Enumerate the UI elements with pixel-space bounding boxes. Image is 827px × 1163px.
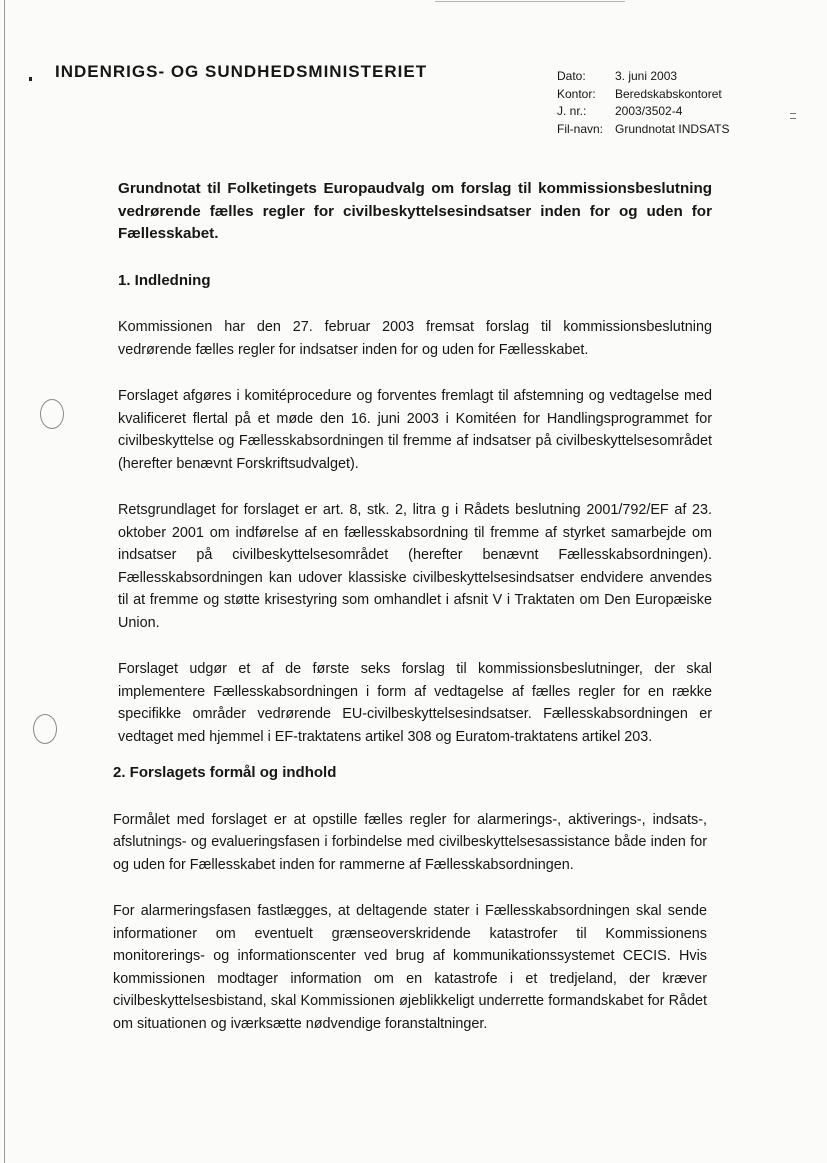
paragraph: For alarmeringsfasen fastlægges, at deltagende stater i Fællesskabsordningen skal sende informationer om eventuelt grænseoverskridende katastrofer til Kommissionens monitorerings- og informationscenter ved brug af kommunikationssystemet CECIS. Hvis kommissionen modtager information om en katastrofe i et tredjeland, der kræver civilbeskyttelsesbistand, skal Kommissionen øjeblikkeligt underrette formandskabet for Rådet om situationen og iværksætte nødvendige foranstaltninger. (113, 903, 707, 1032)
document-body-section2 (113, 762, 707, 1059)
meta-value: Beredskabskontoret (615, 86, 722, 101)
meta-row-office (557, 86, 730, 104)
punch-hole (40, 399, 64, 429)
document-title: Grundnotat til Folketingets Europaudvalg om forslag til kommissionsbeslutning vedrørende fælles regler for civilbeskyttelsesindsatser inden for og uden for Fællesskabet. (118, 180, 712, 242)
meta-row-date (557, 68, 730, 86)
punch-hole (33, 714, 57, 744)
scan-dot (29, 77, 32, 81)
meta-label: J. nr.: (557, 104, 587, 118)
meta-label: Fil-navn: (557, 121, 604, 136)
paragraph: Forslaget afgøres i komitéprocedure og forventes fremlagt til afstemning og vedtagelse med kvalificeret flertal på et møde den 16. juni 2003 i Komitéen for Handlingsprogrammet for civilbeskyttelse og Fællesskabsordningen til fremme af indsatser på civilbeskyttelsesområdet (herefter benævnt Forskriftsudvalget). (118, 388, 712, 472)
scan-edge (4, 0, 5, 1163)
section-heading: 1. Indledning (118, 271, 211, 289)
meta-label: Dato: (557, 69, 586, 83)
meta-value: Grundnotat INDSATS (615, 121, 730, 136)
paragraph: Formålet med forslaget er at opstille fælles regler for alarmerings-, aktiverings-, indsats-, afslutnings- og evalueringsfasen i forbindelse med civilbeskyttelsesassistance både inden for og uden for Fællesskabet inden for rammerne af Fællesskabsordningen. (113, 811, 707, 873)
margin-mark (790, 113, 796, 119)
section-heading: 2. Forslagets formål og indhold (113, 764, 337, 781)
meta-row-journal (557, 103, 730, 121)
meta-row-filename (557, 121, 730, 139)
paragraph: Retsgrundlaget for forslaget er art. 8, stk. 2, litra g i Rådets beslutning 2001/792/EF af 23. oktober 2001 om indførelse af en fællesskabsordning til fremme af styrket samarbejde om indsatser på civilbeskyttelsesområdet (herefter benævnt Fællesskabsordningen). Fællesskabsordningen kan udover klassiske civilbeskyttelsesindsatser endvidere anvendes til at fremme og støtte krisestyring som omhandlet i afsnit V i Traktaten om Den Europæiske Union. (118, 502, 712, 631)
meta-value: 3. juni 2003 (615, 69, 678, 83)
meta-label: Kontor: (557, 86, 596, 101)
document-body (118, 178, 712, 772)
paragraph: Kommissionen har den 27. februar 2003 fremsat forslag til kommissionsbeslutning vedrørende fælles regler for indsatser inden for og uden for Fællesskabet. (118, 319, 712, 358)
paragraph: Forslaget udgør et af de første seks forslag til kommissionsbeslutninger, der skal implementere Fællesskabsordningen i form af vedtagelse af fælles regler for en række specifikke områder vedrørende EU-civilbeskyttelsesindsatser. Fællesskabsordningen er vedtaget med hjemmel i EF-traktatens artikel 308 og Euratom-traktatens artikel 203. (118, 661, 712, 745)
scan-artifact-line (435, 1, 625, 2)
meta-value: 2003/3502-4 (615, 104, 683, 118)
ministry-name: INDENRIGS- OG SUNDHEDSMINISTERIET (55, 62, 428, 81)
document-meta (557, 68, 730, 138)
